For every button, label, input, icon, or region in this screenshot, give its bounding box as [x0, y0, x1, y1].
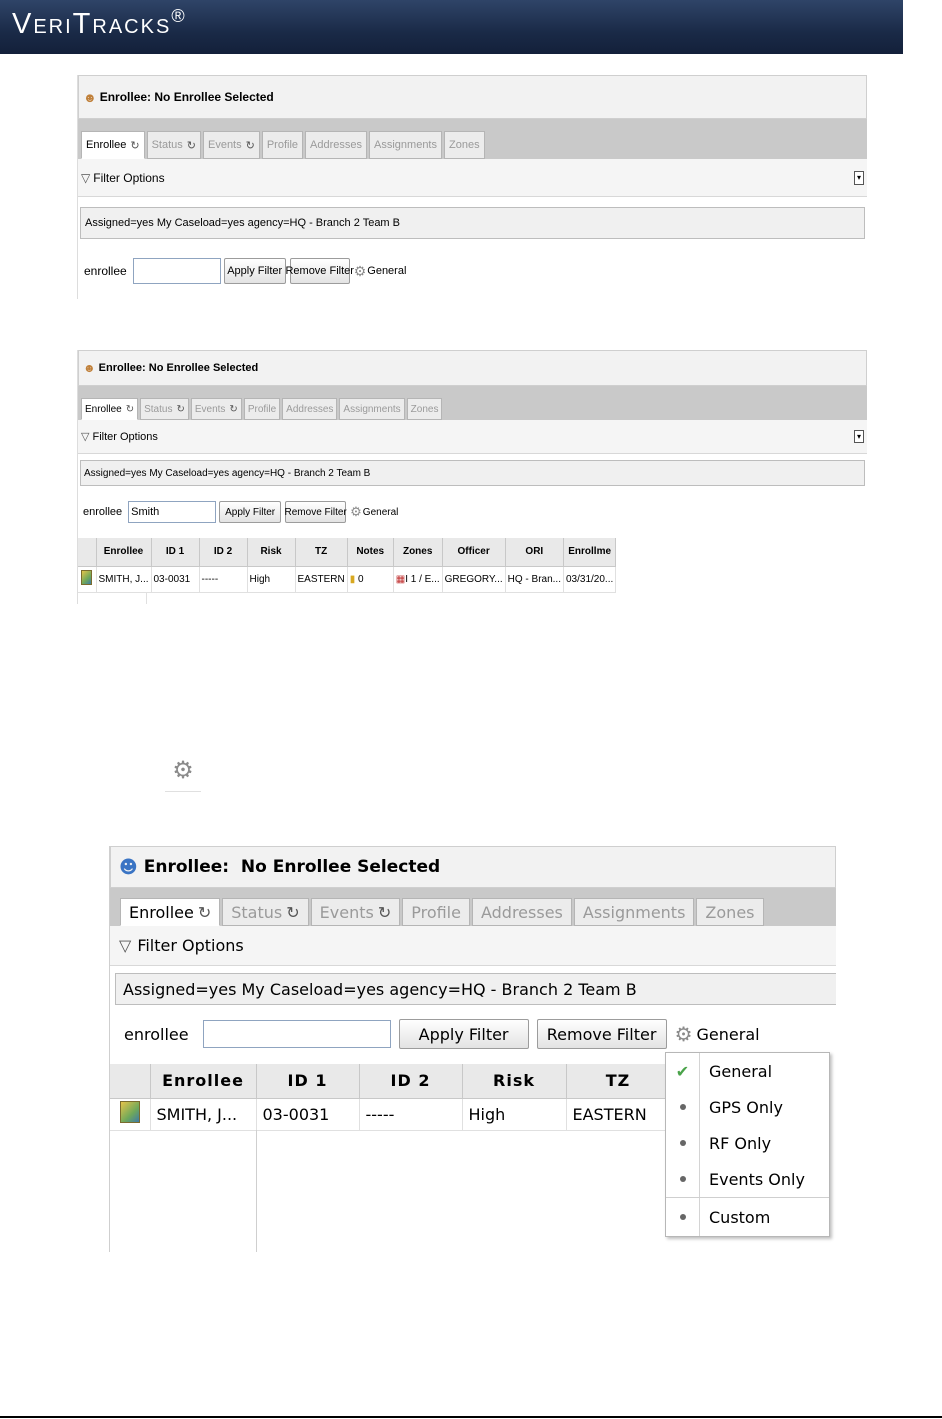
view-selector-label[interactable]: General — [367, 265, 407, 277]
grid-cell — [295, 566, 347, 592]
panel-title: Enrollee: No Enrollee Selected — [99, 90, 274, 104]
enrollee-label: enrollee — [124, 1024, 189, 1044]
collapse-toggle-icon[interactable]: ▾ — [854, 171, 864, 185]
enrollee-grid — [78, 538, 616, 593]
refresh-icon[interactable]: ↻ — [125, 403, 135, 415]
map-icon[interactable] — [81, 570, 92, 585]
tab-profile[interactable] — [402, 898, 470, 926]
grid-cell — [347, 566, 393, 592]
column-header[interactable]: ID 1 — [151, 538, 199, 566]
menu-item-events-only[interactable] — [666, 1161, 829, 1197]
tabs-container — [120, 898, 766, 926]
column-header[interactable]: Enrollee — [96, 538, 151, 566]
refresh-icon[interactable]: ↻ — [186, 139, 196, 152]
tab-label: Profile — [247, 403, 277, 415]
person-icon: ☻ — [83, 89, 97, 105]
tab-assignments[interactable] — [339, 398, 404, 420]
filter-summary: Assigned=yes My Caseload=yes agency=HQ - Branch 2 Team B — [80, 207, 865, 239]
filter-funnel-icon: ▽ — [81, 431, 90, 443]
enrollee-label: enrollee — [84, 264, 127, 278]
tab-label: Zones — [410, 403, 439, 415]
refresh-icon[interactable]: ↻ — [197, 902, 212, 922]
apply-filter-button[interactable]: Apply Filter — [219, 501, 281, 523]
column-header[interactable]: ORI — [505, 538, 563, 566]
filter-row — [124, 1019, 760, 1049]
grid-divider — [146, 592, 147, 604]
tabs-container — [81, 398, 444, 420]
refresh-icon[interactable]: ↻ — [130, 139, 140, 152]
column-header[interactable]: Officer — [442, 538, 505, 566]
grid-cell — [150, 1098, 256, 1130]
tab-label: Status — [231, 902, 283, 922]
tab-profile[interactable] — [262, 131, 303, 159]
view-selector-label[interactable]: General — [362, 506, 399, 518]
table-row[interactable] — [78, 566, 616, 592]
grid-cell — [505, 566, 563, 592]
cell-value: I 1 / E... — [405, 573, 440, 585]
grid-cell — [442, 566, 505, 592]
refresh-icon[interactable]: ↻ — [245, 139, 255, 152]
person-icon: ☻ — [83, 361, 96, 375]
notes-icon[interactable]: ▮ — [349, 573, 359, 585]
panel-screenshot-2 — [77, 350, 867, 604]
page-bottom-rule — [0, 1416, 942, 1418]
tab-label: Profile — [266, 139, 299, 151]
tab-events[interactable] — [203, 131, 260, 159]
tabs-container — [81, 131, 487, 159]
cell-value: EASTERN — [572, 1104, 647, 1124]
tab-label: Zones — [449, 139, 480, 151]
column-header[interactable]: Zones — [393, 538, 442, 566]
tab-zones[interactable] — [696, 898, 763, 926]
tab-label: Events — [207, 139, 242, 151]
filter-options-bar[interactable] — [78, 159, 867, 197]
tab-events[interactable] — [191, 398, 242, 420]
grid-header-icon-col — [110, 1064, 150, 1098]
enrollee-search-input[interactable] — [133, 258, 221, 284]
column-header[interactable]: ID 2 — [199, 538, 247, 566]
tab-enrollee[interactable] — [81, 131, 145, 159]
cell-value: GREGORY... — [444, 573, 503, 585]
grid-divider — [256, 1130, 257, 1252]
gear-button-illustration — [165, 755, 201, 792]
tab-bar — [78, 119, 867, 159]
cell-value: EASTERN — [297, 573, 345, 585]
header-banner — [0, 0, 903, 54]
panel-screenshot-3 — [109, 846, 836, 1252]
cell-value: ----- — [201, 573, 219, 585]
grid-header-icon-col — [78, 538, 96, 566]
view-dropdown-menu — [665, 1052, 830, 1237]
filter-row — [83, 500, 398, 524]
tab-label: Assignments — [374, 139, 437, 151]
tab-label: Addresses — [310, 139, 363, 151]
menu-item-gps-only[interactable] — [666, 1089, 829, 1125]
remove-filter-button[interactable]: Remove Filter — [290, 258, 350, 284]
enrollee-grid — [110, 1064, 671, 1131]
grid-cell — [199, 566, 247, 592]
gear-icon: ⚙ — [172, 756, 194, 784]
enrollee-search-input[interactable] — [128, 501, 216, 523]
tab-enrollee[interactable] — [81, 398, 138, 420]
menu-item-rf-only[interactable] — [666, 1125, 829, 1161]
bullet-icon — [666, 1125, 700, 1161]
person-icon: ☻ — [119, 856, 138, 878]
cell-value: HQ - Bran... — [507, 573, 561, 585]
tab-label: Assignments — [582, 902, 686, 922]
panel-title: Enrollee: No Enrollee Selected — [98, 362, 259, 374]
enrollee-search-input[interactable] — [203, 1020, 391, 1048]
panel-titlebar — [78, 350, 867, 386]
tab-label: Events — [319, 902, 374, 922]
filter-options-label: Filter Options — [93, 170, 165, 185]
filter-options-label: Filter Options — [137, 936, 244, 955]
column-header[interactable]: ID 2 — [359, 1064, 462, 1098]
grid-cell — [110, 1098, 150, 1130]
tab-label: Status — [151, 139, 183, 151]
tab-assignments[interactable] — [369, 131, 442, 159]
bullet-icon — [666, 1198, 700, 1236]
brand-logo: VeriTracks® — [12, 6, 187, 40]
panel-screenshot-1 — [77, 75, 867, 299]
view-selector-label[interactable]: General — [696, 1024, 760, 1044]
cell-value: SMITH, J... — [98, 573, 149, 585]
tab-zones[interactable] — [444, 131, 485, 159]
bullet-icon — [666, 1089, 700, 1125]
cell-value: High — [249, 573, 271, 585]
menu-item-label: RF Only — [709, 1133, 772, 1153]
grid-cell — [96, 566, 151, 592]
gear-icon[interactable]: ⚙ — [353, 262, 367, 279]
column-header[interactable]: ID 1 — [256, 1064, 359, 1098]
tab-events[interactable] — [311, 898, 401, 926]
filter-options-label: Filter Options — [92, 430, 158, 443]
grid-cell — [462, 1098, 566, 1130]
column-header[interactable]: Risk — [247, 538, 295, 566]
refresh-icon[interactable]: ↻ — [377, 902, 392, 922]
grid-header-row — [110, 1064, 670, 1098]
tab-label: Status — [144, 403, 173, 415]
grid-cell — [393, 566, 442, 592]
column-header[interactable]: TZ — [295, 538, 347, 566]
tab-label: Addresses — [286, 403, 334, 415]
gear-icon[interactable]: ⚙ — [674, 1022, 693, 1046]
tab-addresses[interactable] — [282, 398, 337, 420]
tab-label: Assignments — [343, 403, 401, 415]
refresh-icon[interactable]: ↻ — [229, 403, 238, 415]
tab-label: Profile — [411, 902, 461, 922]
tab-label: Events — [194, 403, 226, 415]
filter-funnel-icon: ▽ — [119, 936, 132, 955]
checkmark-icon: ✔ — [666, 1053, 700, 1089]
remove-filter-button[interactable]: Remove Filter — [537, 1019, 667, 1049]
grid-cell — [359, 1098, 462, 1130]
tab-addresses[interactable] — [472, 898, 572, 926]
menu-item-label: Custom — [709, 1207, 771, 1227]
menu-item-general[interactable] — [666, 1053, 829, 1089]
tab-label: Addresses — [480, 902, 563, 922]
menu-item-custom[interactable] — [666, 1197, 829, 1236]
tab-status[interactable] — [140, 398, 189, 420]
filter-summary: Assigned=yes My Caseload=yes agency=HQ - Branch 2 Team B — [80, 460, 865, 486]
enrollee-label: enrollee — [83, 506, 123, 518]
menu-item-label: Events Only — [709, 1169, 805, 1189]
cell-value: SMITH, J... — [156, 1104, 238, 1124]
grid-cell — [151, 566, 199, 592]
grid-cell — [564, 566, 616, 592]
cell-value: 03-0031 — [153, 573, 191, 585]
bullet-icon — [666, 1161, 700, 1197]
tab-status[interactable] — [147, 131, 201, 159]
gear-icon[interactable]: ⚙ — [350, 504, 362, 519]
tab-label: Zones — [705, 902, 755, 922]
filter-row — [84, 257, 406, 285]
collapse-toggle-icon[interactable]: ▾ — [854, 430, 864, 443]
zones-icon[interactable]: ▦ — [395, 573, 406, 585]
tab-addresses[interactable] — [305, 131, 367, 159]
grid-cell — [78, 566, 96, 592]
filter-options-bar[interactable] — [78, 420, 867, 454]
grid-header-row — [78, 538, 616, 566]
panel-titlebar — [78, 75, 867, 119]
refresh-icon[interactable]: ↻ — [286, 902, 300, 922]
grid-cell — [566, 1098, 670, 1130]
apply-filter-button[interactable]: Apply Filter — [399, 1019, 529, 1049]
tab-status[interactable] — [222, 898, 308, 926]
menu-item-label: General — [709, 1061, 773, 1081]
filter-summary: Assigned=yes My Caseload=yes agency=HQ - Branch 2 Team B — [115, 973, 836, 1005]
apply-filter-button[interactable]: Apply Filter — [224, 258, 286, 284]
tab-bar — [78, 386, 867, 420]
tab-profile[interactable] — [244, 398, 280, 420]
cell-value: 03/31/20... — [566, 573, 614, 585]
filter-options-bar[interactable] — [110, 926, 836, 966]
table-row[interactable] — [110, 1098, 670, 1130]
panel-title: Enrollee: No Enrollee Selected — [143, 857, 441, 877]
cell-value: 0 — [358, 573, 364, 585]
cell-value: High — [468, 1104, 506, 1124]
column-header[interactable]: Enrollme — [564, 538, 616, 566]
column-header[interactable]: Risk — [462, 1064, 566, 1098]
refresh-icon[interactable]: ↻ — [176, 403, 185, 415]
column-header[interactable]: Notes — [347, 538, 393, 566]
remove-filter-button[interactable]: Remove Filter — [285, 501, 346, 523]
map-icon[interactable] — [120, 1101, 140, 1123]
column-header[interactable]: TZ — [566, 1064, 670, 1098]
filter-funnel-icon: ▽ — [81, 170, 91, 185]
tab-enrollee[interactable] — [120, 898, 220, 926]
grid-cell — [256, 1098, 359, 1130]
tab-label: Enrollee — [129, 902, 194, 922]
tab-assignments[interactable] — [574, 898, 695, 926]
tab-bar — [110, 888, 836, 926]
column-header[interactable]: Enrollee — [150, 1064, 256, 1098]
menu-item-label: GPS Only — [709, 1097, 783, 1117]
tab-zones[interactable] — [407, 398, 443, 420]
tab-label: Enrollee — [86, 139, 127, 151]
cell-value: 03-0031 — [262, 1104, 330, 1124]
tab-label: Enrollee — [85, 403, 122, 415]
panel-titlebar — [110, 846, 836, 888]
cell-value: ----- — [365, 1104, 395, 1124]
grid-cell — [247, 566, 295, 592]
